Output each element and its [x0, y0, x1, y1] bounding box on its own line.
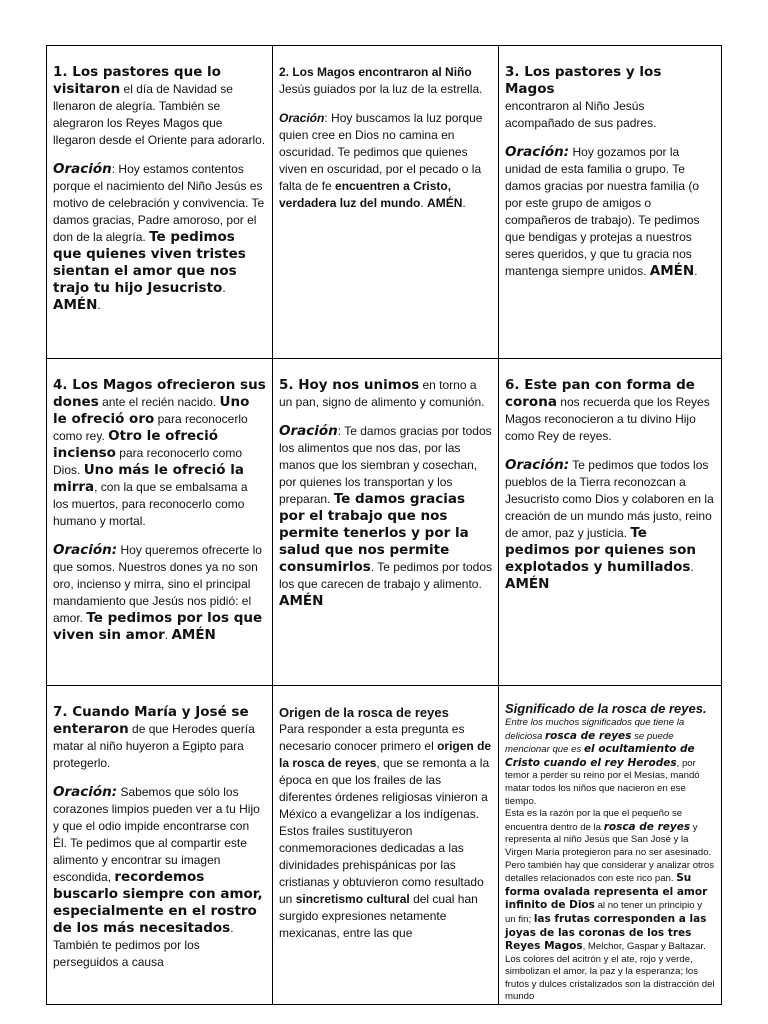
card-4-p3: para reconocerlo como Dios.	[53, 446, 243, 477]
card-1-oracion-label: Oración	[53, 161, 112, 177]
card-1	[47, 46, 273, 359]
meaning-b2: Su forma ovalada representa el amor infinito de Dios	[505, 872, 708, 912]
card-meaning	[499, 686, 722, 1005]
card-4-gold: Uno le ofreció oro	[53, 394, 250, 427]
meaning-para-4: Los colores del acitrón y el ate, rojo y verde, simbolizan el amor, la paz y la esperanza; los frutos y dulces cristalizados son la distracción del mundo	[505, 953, 715, 1003]
card-5-petition: Te damos gracias por el trabajo que nos permite tenerlos y por la salud que nos permite consumirlos	[279, 491, 469, 575]
card-3-oracion-text: Hoy gozamos por la unidad de esta familia o grupo. Te damos gracias por nuestra familia (o por este grupo de amigos o compañeros de trabajo). Te pedimos que bendigas y protejas a nuestros seres queridos, y que tu gracia nos mantenga siempre unidos.	[505, 145, 700, 278]
card-4-oracion-text: Hoy queremos ofrecerte lo que somos. Nuestros dones ya no son oro, incienso y mirra, sino el principal mandamiento que Jesús nos pidió: el amor.	[53, 543, 262, 625]
card-6-amen: AMÉN	[505, 576, 550, 592]
meaning-b1: rosca de reyes	[603, 820, 691, 833]
card-2-oracion-label: Oración	[279, 111, 325, 125]
meaning-body	[505, 717, 715, 1004]
card-7-intro: de que Herodes quería matar al niño huyeron a Egipto para protegerlo.	[53, 722, 255, 770]
card-5	[273, 359, 499, 686]
card-4-amen: AMÉN	[171, 627, 216, 643]
origin-b1: origen de la rosca de reyes	[279, 739, 492, 770]
card-4-p1: ante el recién nacido.	[98, 395, 220, 409]
card-origin	[273, 686, 499, 1005]
card-2-intro: Jesús guiados por la luz de la estrella.	[279, 82, 483, 96]
card-5-amen: AMÉN	[279, 593, 324, 609]
meaning-b3: las frutas corresponden a las joyas de las coronas de los tres Reyes Magos	[505, 912, 707, 953]
card-6-oracion-text: Te pedimos que todos los pueblos de la Tierra reconozcan a Jesucristo como Dios y colaboren en la creación de un mundo más justo, reino de amor, paz y justicia.	[505, 458, 714, 540]
card-1-after: .	[222, 281, 226, 295]
card-6-intro: nos recuerda que los Reyes Magos reconocieron a tu divino Hijo como Rey de reyes.	[505, 395, 710, 443]
card-5-oracion-label: Oración	[279, 423, 338, 439]
origin-paragraph-2	[279, 823, 492, 942]
meaning-p4: Pero también hay que considerar y analizar otros detalles relacionados con este rico pan.	[505, 859, 715, 885]
meaning-p2: Esta es la razón por la que el pequeño se encuentra dentro de la	[505, 808, 683, 833]
card-3-amen: AMÉN	[649, 263, 695, 279]
origin-b2: sincretismo cultural	[295, 892, 410, 906]
origin-p1: Para responder a esta pregunta es necesario conocer primero el	[279, 722, 465, 753]
origin-p2: , que se remonta a la época en que los frailes de las diferentes órdenes religiosas vinieron a México a evangelizar a los indígenas.	[279, 756, 490, 821]
meaning-para-2	[505, 808, 715, 859]
meaning-i1: Entre los muchos significados que tiene la deliciosa	[505, 717, 685, 742]
origin-title: Origen de la rosca de reyes	[279, 705, 449, 720]
card-6-title: 6. Este pan con forma de corona	[505, 377, 695, 410]
card-1-petition: Te pedimos que quienes viven tristes sientan el amor que nos trajo tu hijo Jesucristo	[53, 229, 246, 296]
card-3-intro: encontraron al Niño Jesús acompañado de sus padres.	[505, 99, 657, 130]
meaning-p5: al no tener un principio y un fin;	[505, 900, 703, 925]
meaning-p6: , Melchor, Gaspar y Baltazar.	[582, 941, 706, 953]
meaning-p3: y representa al niño Jesús que San José y la Virgen María protegieron para no ser asesinado.	[505, 821, 712, 858]
card-7-petition: recordemos buscarlo siempre con amor, especialmente en el rostro de los más necesitados	[53, 869, 263, 936]
card-3	[499, 46, 722, 359]
card-5-intro: en torno a un pan, signo de alimento y comunión.	[279, 378, 485, 409]
meaning-p1: , por temor a perder su reino por el Mesías, mandó matar todos los niños que nacieron en ese tiempo.	[505, 757, 700, 807]
card-1-oracion-text: : Hoy estamos contentos porque el nacimiento del Niño Jesús es motivo de celebración y convivencia. Te damos gracias, Padre amoroso, por el don de la alegría.	[53, 162, 265, 244]
card-7	[47, 686, 273, 1005]
card-4-myrrh: Uno más le ofreció la mirra	[53, 462, 244, 495]
card-2-petition: encuentren a Cristo, verdadera luz del mundo	[279, 179, 452, 210]
card-4-title: 4. Los Magos ofrecieron sus dones	[53, 377, 266, 410]
card-1-end: .	[97, 298, 101, 312]
meaning-bi1: rosca de reyes	[545, 729, 632, 742]
meaning-title: Significado de la rosca de reyes.	[505, 701, 707, 716]
card-5-oracion-text: : Te damos gracias por todos los alimentos que nos das, por las manos que los siembran y cosechan, por quienes los transportan y los preparan.	[279, 424, 492, 506]
card-2-oracion-text: : Hoy buscamos la luz porque quien cree en Dios no camina en oscuridad. Te pedimos que quienes viven en oscuridad, por el pecado o la falta de fe	[279, 111, 483, 193]
card-2-amen: AMÉN	[427, 196, 463, 210]
card-5-title: 5. Hoy nos unimos	[279, 377, 420, 393]
card-4-p2: para reconocerlo como rey.	[53, 412, 248, 443]
card-1-amen: AMÉN	[53, 297, 98, 313]
origin-p4: del cual han surgido expresiones netamente mexicanas, entre las que	[279, 892, 478, 940]
card-3-title: 3. Los pastores y los Magos	[505, 64, 662, 97]
card-7-after: . También te pedimos por los perseguidos a causa	[53, 921, 234, 969]
card-5-after: . Te pedimos por todos los que carecen de trabajo y alimento.	[279, 560, 493, 591]
prayer-card-grid	[46, 45, 722, 1005]
card-4-incense: Otro le ofreció incienso	[53, 428, 219, 461]
card-4	[47, 359, 273, 686]
card-2-end: .	[462, 196, 466, 210]
card-4-p4: , con la que se embalsama a los muertos, para reconocerlo como humano y mortal.	[53, 480, 248, 528]
card-2	[273, 46, 499, 359]
meaning-bi2: el ocultamiento de Cristo cuando el rey Herodes	[505, 743, 695, 769]
card-6-oracion-label: Oración:	[505, 457, 570, 473]
card-3-end: .	[694, 264, 698, 278]
card-6	[499, 359, 722, 686]
card-7-oracion-text: Sabemos que sólo los corazones limpios pueden ver a tu Hijo y que el odio impide encontrarse con Él. Te pedimos que al compartir este alimento y encontrar su imagen escondida,	[53, 785, 260, 884]
card-7-oracion-label: Oración:	[53, 784, 118, 800]
card-6-after: .	[690, 560, 694, 574]
origin-p3: Estos frailes sustituyeron conmemoraciones dedicadas a las divinidades prehispánicas por las cristianas y obtuvieron como resultado un	[279, 824, 484, 906]
card-1-intro: el día de Navidad se llenaron de alegría. También se alegraron los Reyes Magos que llegaron desde el Oriente para adorarlo.	[53, 82, 266, 147]
card-1-title: 1. Los pastores que lo visitaron	[53, 64, 221, 97]
card-4-petition: Te pedimos por los que viven sin amor	[53, 610, 263, 643]
card-3-oracion-label: Oración:	[505, 144, 570, 160]
card-2-title: 2. Los Magos encontraron al Niño	[279, 65, 472, 79]
card-7-title: 7. Cuando María y José se enteraron	[53, 704, 249, 737]
meaning-para-3	[505, 860, 715, 954]
card-6-petition: Te pedimos por quienes son explotados y humillados	[505, 525, 696, 575]
meaning-i2: se puede mencionar que es	[505, 730, 674, 756]
card-4-after: .	[164, 628, 172, 642]
card-4-oracion-label: Oración:	[53, 542, 118, 558]
card-2-after: .	[420, 196, 428, 210]
origin-paragraph-1	[279, 721, 492, 823]
